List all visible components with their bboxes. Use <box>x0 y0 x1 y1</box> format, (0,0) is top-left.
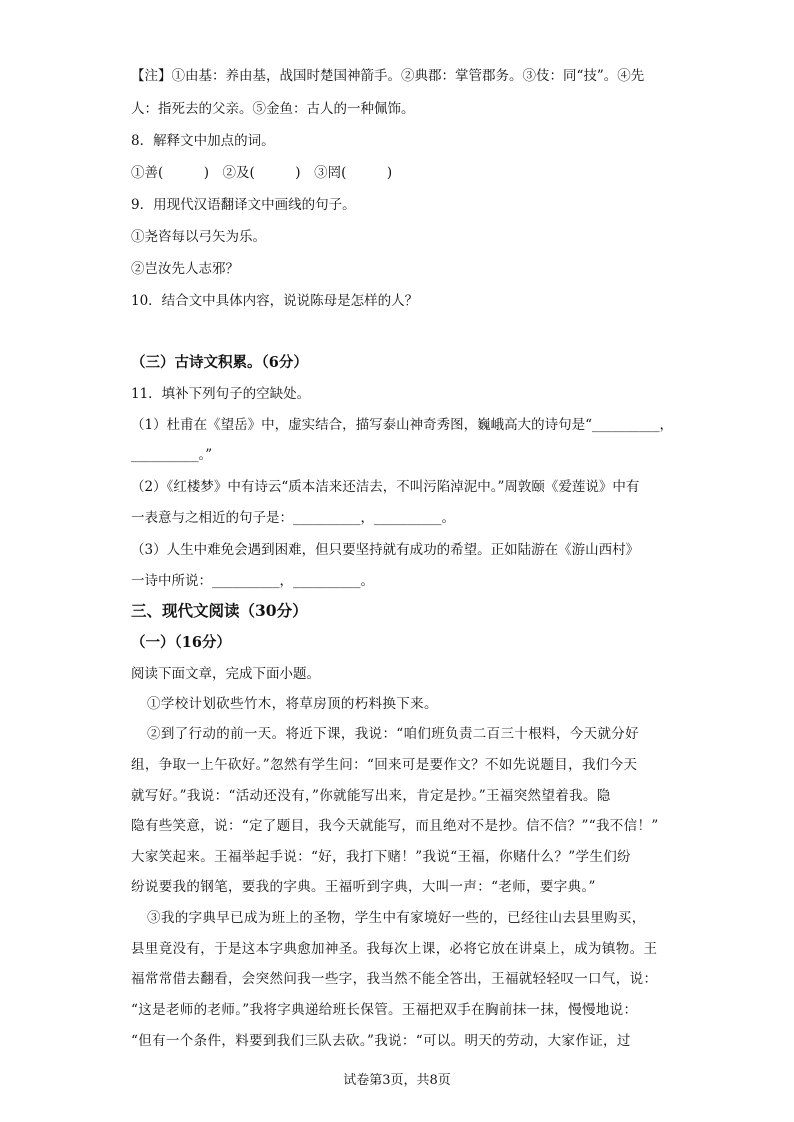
question-8-blanks: ①善( ) ②及( ) ③罔( ) <box>131 165 393 181</box>
passage-paragraph-3-line-1: ③我的字典早已成为班上的圣物，学生中有家境好一些的，已经往山去县里购买， <box>147 910 646 926</box>
question-8: 8．解释文中加点的词。 <box>131 133 275 149</box>
passage-paragraph-3-line-3: 福常常借去翻看，会突然问我一些字，我当然不能全答出，王福就轻轻叹一口气，说： <box>131 971 658 987</box>
section-heading-classical-poetry: （三）古诗文积累。（6分） <box>131 354 308 371</box>
passage-paragraph-2-line-4: 隐有些笑意，说：“定了题目，我今天就能写，而且绝对不是抄。信不信？”“我不信！” <box>131 818 659 834</box>
annotation-note-line-2: 人：指死去的父亲。⑤金鱼：古人的一种佩饰。 <box>131 101 415 117</box>
question-11-part-3-cont: 一诗中所说：__________，__________。 <box>131 573 374 589</box>
question-11-part-2: （2）《红楼梦》中有诗云“质本洁来还洁去，不叫污陷淖泥中。”周敦颐《爱莲说》中有 <box>131 479 640 495</box>
question-9-sentence-1: ①尧咨每以弓矢为乐。 <box>131 229 266 245</box>
question-9: 9．用现代汉语翻译文中画线的句子。 <box>131 197 356 213</box>
question-11-part-1-cont: __________。” <box>131 447 213 463</box>
question-11-part-1: （1）杜甫在《望岳》中，虚实结合，描写泰山神奇秀图，巍峨高大的诗句是“__________， <box>131 417 673 433</box>
question-11-part-3: （3）人生中难免会遇到困难，但只要坚持就有成功的希望。正如陆游在《游山西村》 <box>131 542 640 558</box>
passage-paragraph-2-line-2: 组，争取一上午砍好。”忽然有学生问：“回来可是要作文？不如先说题目，我们今天 <box>131 757 638 773</box>
subsection-heading-1: （一）（16分） <box>131 634 231 651</box>
passage-paragraph-2-line-6: 纷说要我的钢笔，要我的字典。王福听到字典，大叫一声：“老师，要字典。” <box>131 879 596 895</box>
question-9-sentence-2: ②岂汝先人志邪？ <box>131 261 239 277</box>
reading-instruction: 阅读下面文章，完成下面小题。 <box>131 666 320 682</box>
passage-paragraph-1: ①学校计划砍些竹木，将草房顶的朽料换下来。 <box>147 696 438 712</box>
annotation-note-line-1: 【注】①由基：养由基，战国时楚国神箭手。②典郡：掌管郡务。③伎：同“技”。④先 <box>131 68 645 84</box>
page-footer: 试卷第3页，共8页 <box>343 1073 451 1088</box>
passage-paragraph-3-line-4: “这是老师的老师。”我将字典递给班长保管。王福把双手在胸前抹一抹，慢慢地说： <box>131 1002 638 1018</box>
passage-paragraph-2-line-5: 大家笑起来。王福举起手说：“好，我打下赌！”我说“王福，你赌什么？”学生们纷 <box>131 849 631 865</box>
passage-paragraph-3-line-5: “但有一个条件，料要到我们三队去砍。”我说：“可以。明天的劳动，大家作证，过 <box>131 1033 631 1049</box>
passage-paragraph-2-line-3: 就写好。”我说：“活动还没有，”你就能写出来，肯定是抄。”王福突然望着我。隐 <box>131 788 611 804</box>
passage-paragraph-2-line-1: ②到了行动的前一天。将近下课，我说：“咱们班负责二百三十根料，今天就分好 <box>147 726 640 742</box>
question-11-part-2-cont: 一表意与之相近的句子是：__________，__________。 <box>131 510 455 526</box>
passage-paragraph-3-line-2: 县里竟没有，于是这本字典愈加神圣。我每次上课，必将它放在讲桌上，成为镇物。王 <box>131 941 658 957</box>
question-10: 10．结合文中具体内容，说说陈母是怎样的人？ <box>131 293 419 309</box>
section-heading-modern-reading: 三、现代文阅读（30分） <box>131 601 308 620</box>
question-11: 11．填补下列句子的空缺处。 <box>131 386 311 402</box>
